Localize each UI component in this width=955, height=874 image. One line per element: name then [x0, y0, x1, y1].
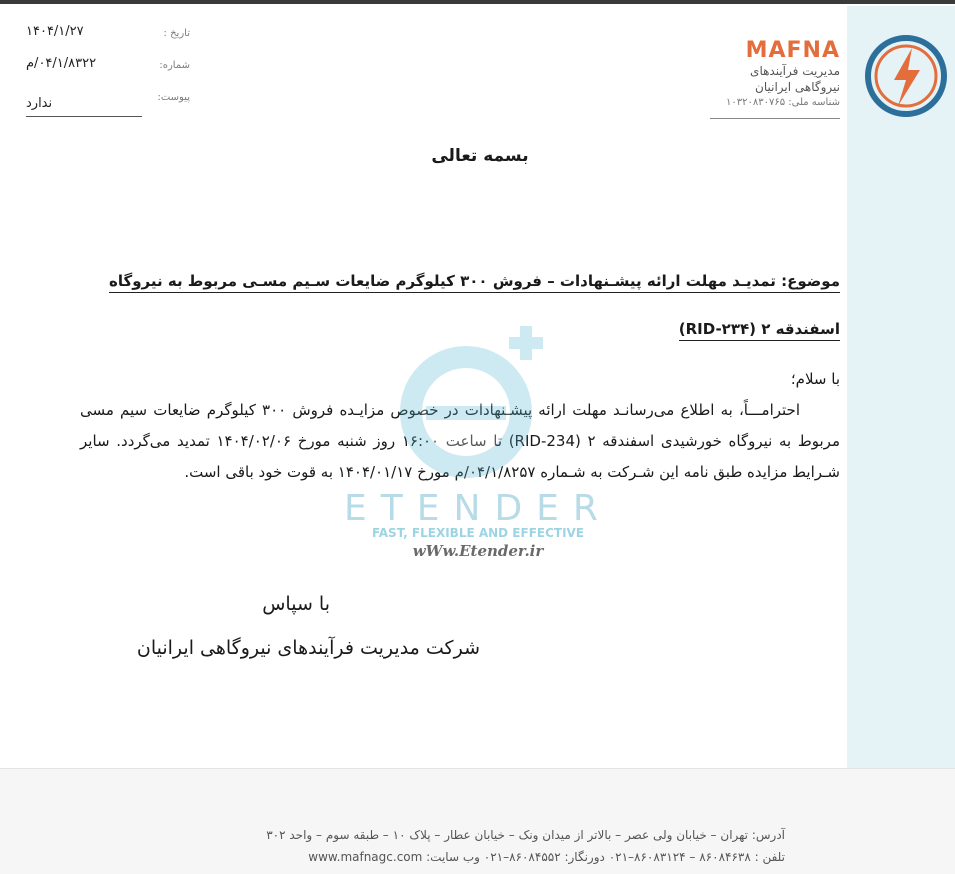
- letterhead-side-band: [847, 6, 955, 768]
- company-brand: [640, 38, 840, 111]
- footer-divider: [0, 768, 955, 769]
- date-label: تاریخ :: [163, 28, 190, 39]
- national-id: شناسه ملی: ۱۰۳۲۰۸۳۰۷۶۵: [725, 97, 840, 108]
- footer-phones: تلفن : ۸۶۰۸۴۶۳۸ – ۸۶۰۸۳۱۲۴–۰۲۱ دورنگار: ۸۶۰۸۴۵۵۲–۰۲۱ وب سایت: www.mafnagc.com: [308, 850, 785, 864]
- brand-line-2: نیروگاهی ایرانیان: [755, 80, 840, 94]
- letter-meta: [26, 24, 196, 120]
- subject-line-2: اسفندقه ۲ (RID-۲۳۴): [679, 320, 840, 341]
- letter-body: [80, 364, 840, 488]
- meta-divider: [26, 116, 142, 117]
- attachment-value: ندارد: [26, 96, 53, 111]
- letter-subject: [80, 262, 840, 348]
- signature-block: [120, 582, 480, 670]
- signatory-name: شرکت مدیریت فرآیندهای نیروگاهی ایرانیان: [136, 637, 480, 659]
- watermark-tagline: FAST, FLEXIBLE AND EFFECTIVE: [371, 526, 585, 540]
- greeting: با سلام؛: [790, 370, 840, 388]
- date-value: ۱۴۰۴/۱/۲۷: [26, 24, 84, 39]
- watermark-site: wWw.Etender.ir: [412, 542, 544, 560]
- footer-contact: [85, 824, 785, 868]
- number-label: شماره:: [159, 60, 190, 71]
- company-logo-icon: [864, 34, 948, 118]
- brand-line-1: مدیریت فرآیندهای: [750, 64, 840, 78]
- basmala-heading: بسمه تعالی: [431, 146, 529, 166]
- attachment-label: پیوست:: [157, 92, 190, 103]
- brand-name: MAFNA: [745, 38, 840, 63]
- subject-line-1: موضوع: تمدیـد مهلت ارائه پیشـنهادات – فروش ۳۰۰ کیلوگرم ضایعات سـیم مسـی مربوط به نیروگاه: [109, 272, 840, 293]
- closing-text: با سپاس: [262, 593, 330, 615]
- meta-number-row: [26, 56, 196, 88]
- brand-divider: [710, 118, 840, 119]
- watermark-word: ETENDER: [344, 488, 612, 529]
- meta-date-row: [26, 24, 196, 56]
- top-border: [0, 0, 955, 4]
- body-paragraph: احترامـــاً، به اطلاع می‌رسانـد مهلت ارائه پیشـنهادات در خصوص مزایـده فروش ۳۰۰ کیلوگرم ضایعات سیم مسی مربوط به نیروگاه خورشیدی اسفندقه ۲ (RID-234) تا ساعت ۱۶:۰۰ روز شنبه مورخ ۱۴۰۴/۰۲/۰۶ تمدید می‌گردد. سایر شـرایط مزایده طبق نامه این شـرکت به شـماره ۰۴/۱/۸۲۵۷/م مورخ ۱۴۰۴/۰۱/۱۷ به قوت خود باقی است.: [80, 401, 840, 481]
- number-value: ۰۴/۱/۸۳۲۲/م: [26, 56, 97, 71]
- footer-address: آدرس: تهران – خیابان ولی عصر – بالاتر از میدان ونک – خیابان عطار – پلاک ۱۰ – طبقه سوم – واحد ۳۰۲: [266, 828, 785, 842]
